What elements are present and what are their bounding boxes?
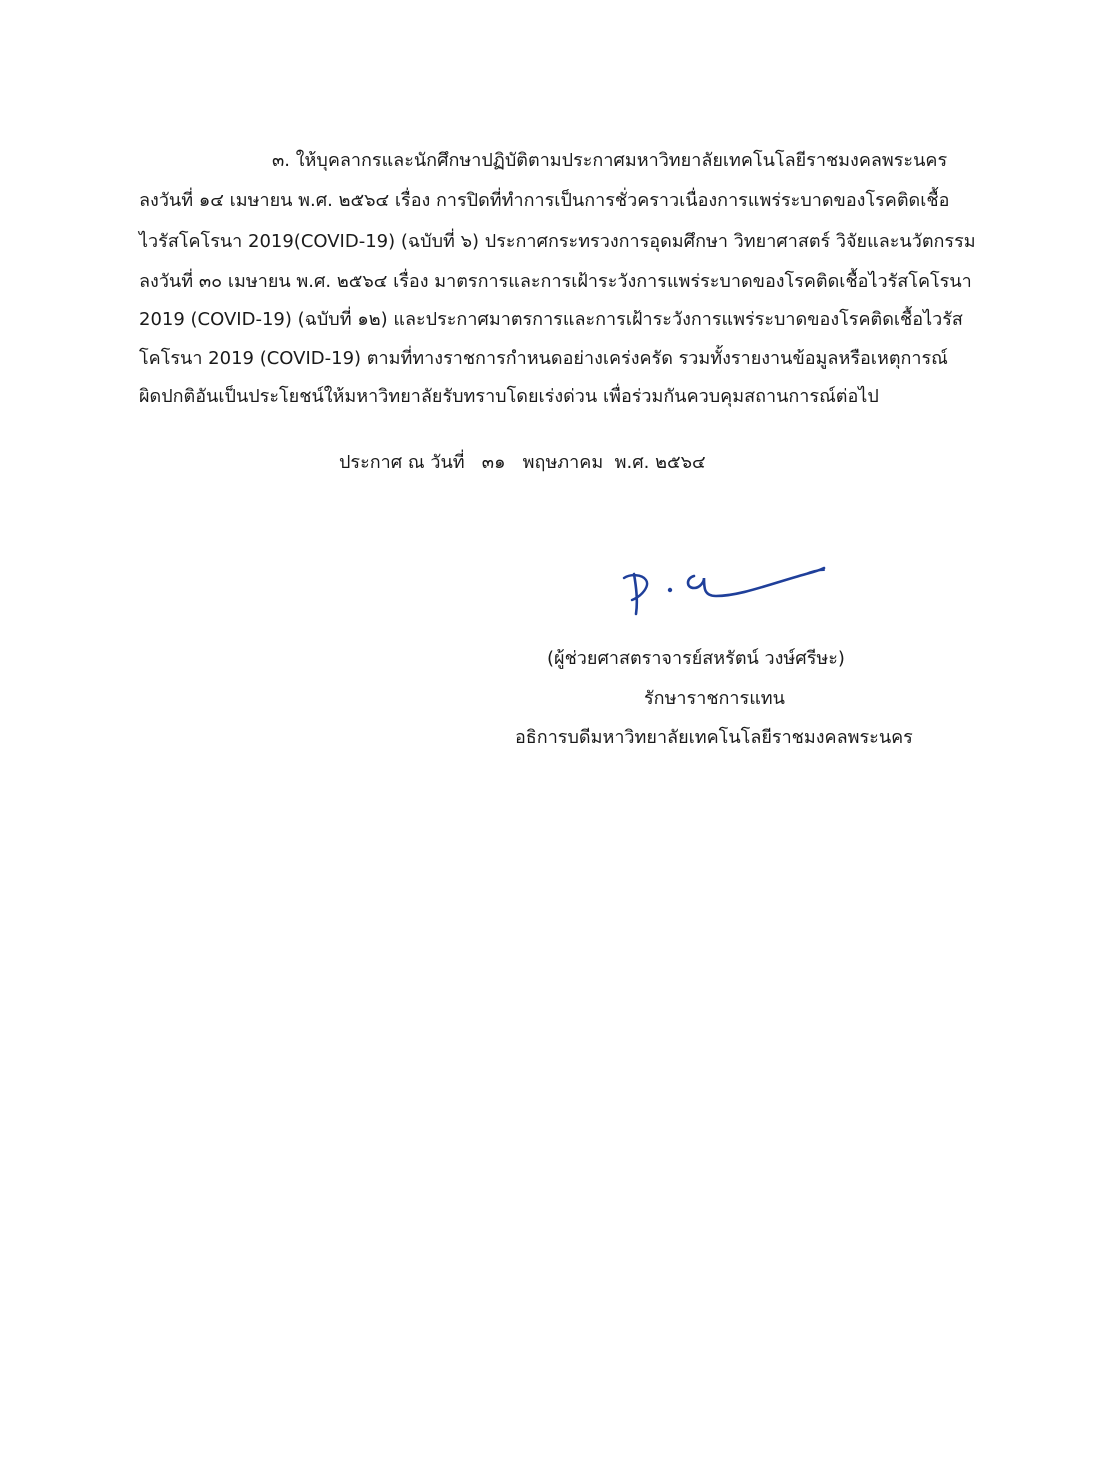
handwritten-signature xyxy=(620,552,830,622)
signer-name: (ผู้ช่วยศาสตราจารย์สหรัตน์ วงษ์ศรีษะ) xyxy=(547,648,845,669)
paragraph-line-7: ผิดปกติอันเป็นประโยชน์ให้มหาวิทยาลัยรับทราบโดยเร่งด่วน เพื่อร่วมกันควบคุมสถานการณ์ต่อไป xyxy=(139,386,879,407)
announcement-date: ประกาศ ณ วันที่ ๓๑ พฤษภาคม พ.ศ. ๒๕๖๔ xyxy=(339,452,706,473)
paragraph-line-3: ไวรัสโคโรนา 2019(COVID-19) (ฉบับที่ ๖) ประกาศกระทรวงการอุดมศึกษา วิทยาศาสตร์ วิจัยและนวัตกรรม xyxy=(139,231,976,252)
signer-position: อธิการบดีมหาวิทยาลัยเทคโนโลยีราชมงคลพระนคร xyxy=(515,727,913,748)
paragraph-line-4: ลงวันที่ ๓๐ เมษายน พ.ศ. ๒๕๖๔ เรื่อง มาตรการและการเฝ้าระวังการแพร่ระบาดของโรคติดเชื้อไวรัสโคโรนา xyxy=(139,271,972,292)
paragraph-line-2: ลงวันที่ ๑๔ เมษายน พ.ศ. ๒๕๖๔ เรื่อง การปิดที่ทำการเป็นการชั่วคราวเนื่องการแพร่ระบาดของโรคติดเชื้อ xyxy=(139,190,950,211)
paragraph-line-1: ๓. ให้บุคลากรและนักศึกษาปฏิบัติตามประกาศมหาวิทยาลัยเทคโนโลยีราชมงคลพระนคร xyxy=(272,150,948,171)
paragraph-line-5: 2019 (COVID-19) (ฉบับที่ ๑๒) และประกาศมาตรการและการเฝ้าระวังการแพร่ระบาดของโรคติดเชื้อไวรัส xyxy=(139,309,963,330)
signer-role: รักษาราชการแทน xyxy=(644,688,785,709)
paragraph-line-6: โคโรนา 2019 (COVID-19) ตามที่ทางราชการกำหนดอย่างเคร่งครัด รวมทั้งรายงานข้อมูลหรือเหตุการณ์ xyxy=(139,348,948,369)
